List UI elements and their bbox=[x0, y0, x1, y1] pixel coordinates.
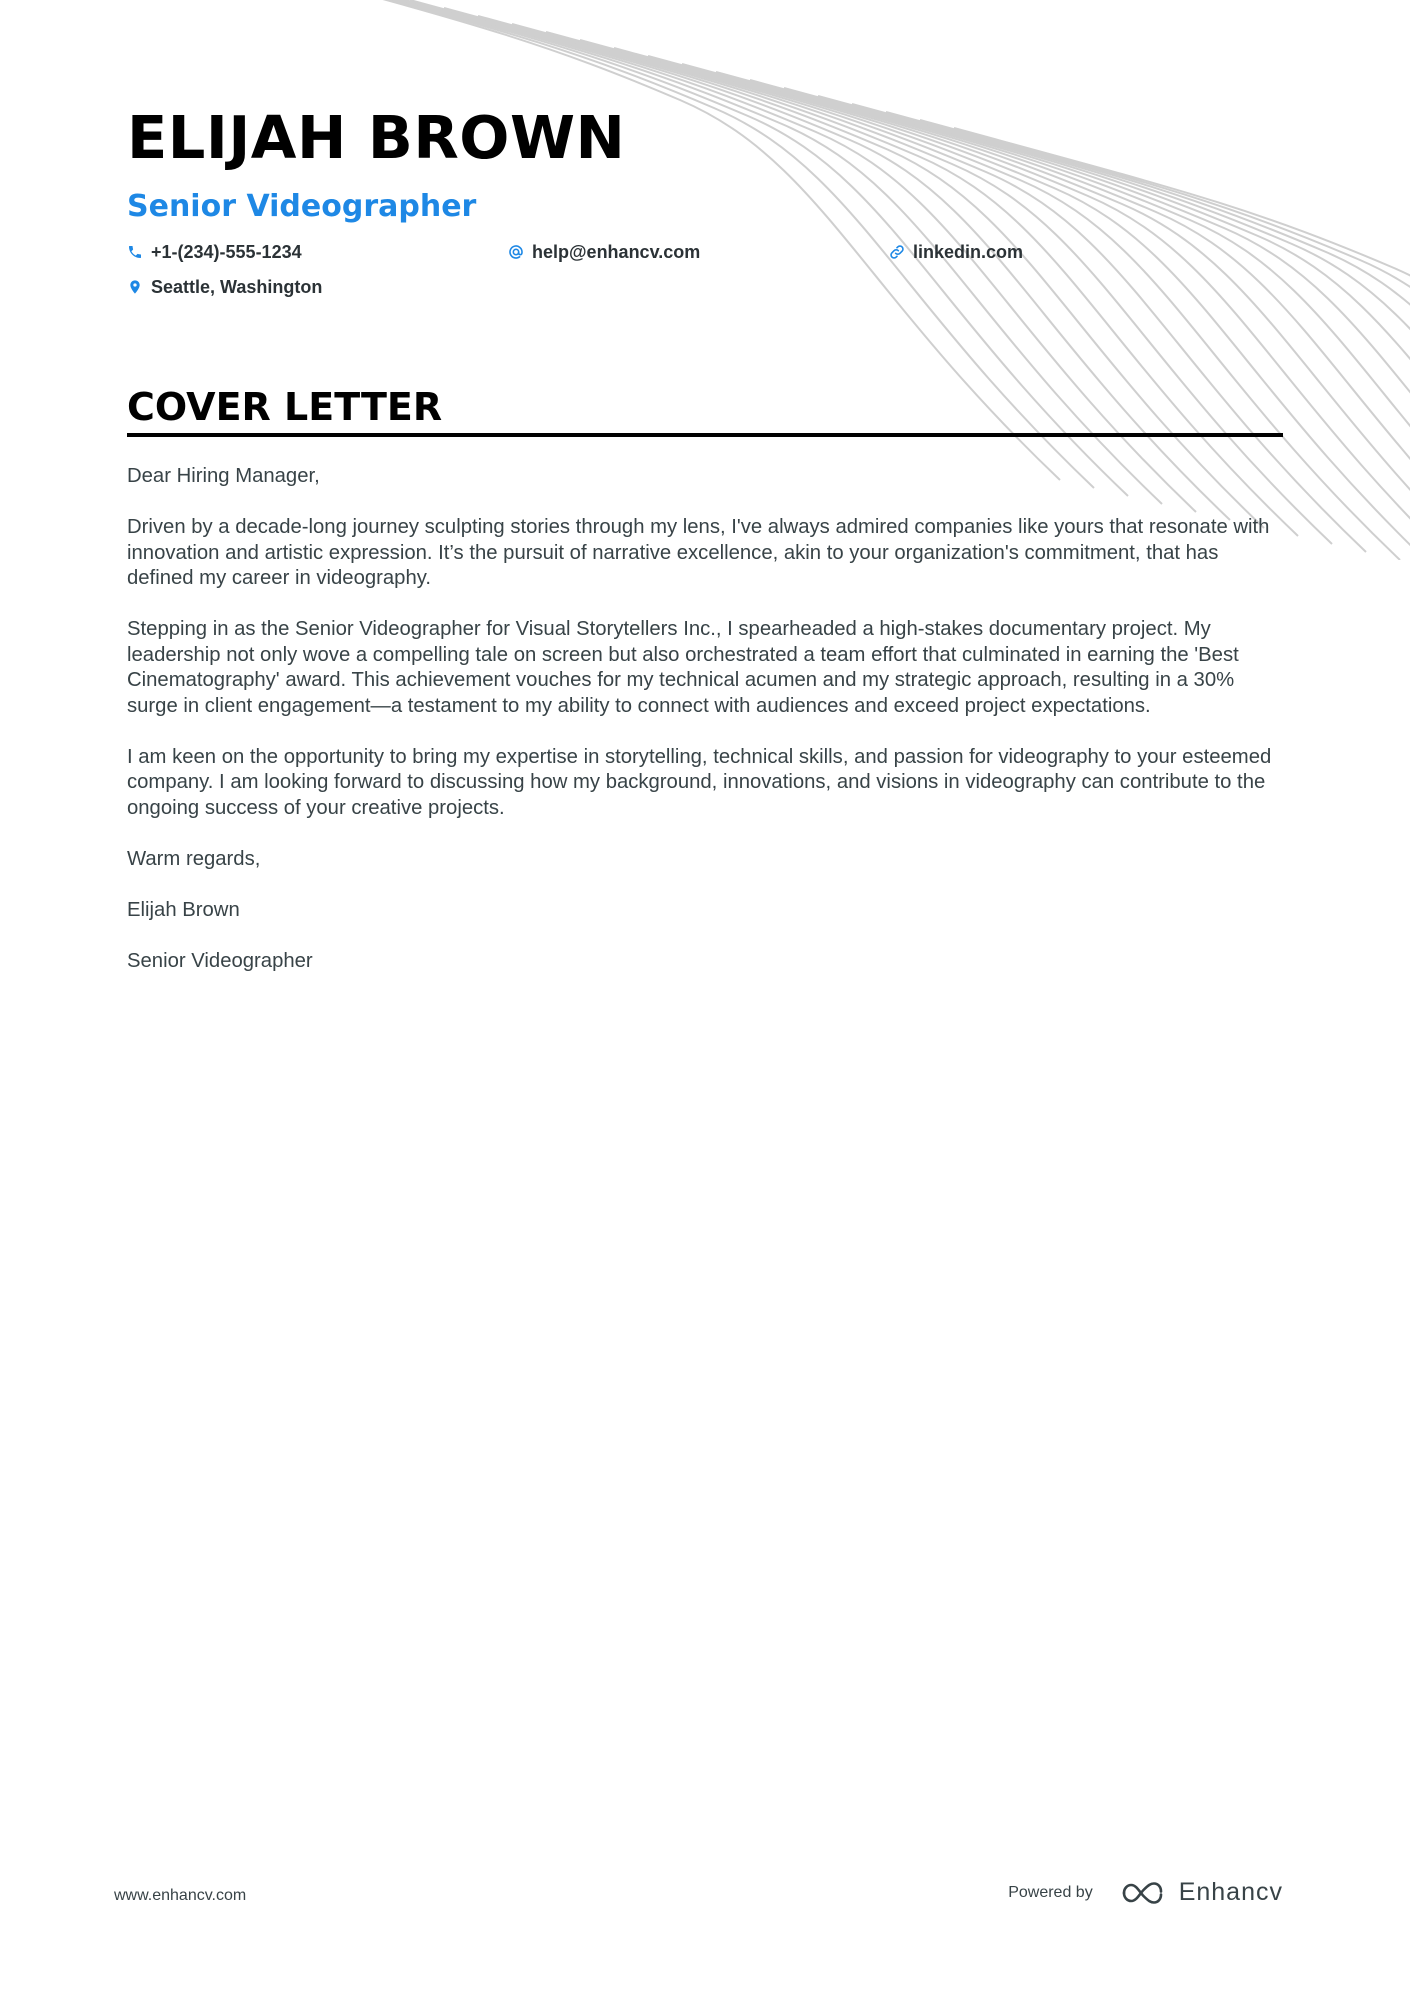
contact-link[interactable] bbox=[889, 243, 1023, 261]
letter-paragraph: Stepping in as the Senior Videographer for Visual Storytellers Inc., I spearheaded a high-stakes documentary project. My leadership not only wove a compelling tale on screen but also orchestrated a team effort that culminated in earning the 'Best Cinematography' award. This achievement vouches for my technical acumen and my strategic approach, resulting in a 30% surge in client engagement—a testament to my ability to connect with audiences and exceed project expectations. bbox=[127, 618, 1239, 717]
brand-name: Enhancv bbox=[1178, 1878, 1283, 1906]
signature-name: Elijah Brown bbox=[127, 898, 240, 921]
phone-icon bbox=[127, 244, 143, 260]
letter-body bbox=[127, 464, 1283, 1000]
phone-text: +1-(234)-555-1234 bbox=[151, 242, 302, 262]
section-title: COVER LETTER bbox=[127, 385, 443, 429]
candidate-title: Senior Videographer bbox=[127, 189, 477, 224]
powered-by-text: Powered by bbox=[1008, 1883, 1093, 1901]
contact-email[interactable] bbox=[508, 243, 700, 261]
link-icon bbox=[889, 244, 905, 260]
signature-title: Senior Videographer bbox=[127, 949, 313, 972]
letter-paragraph: Driven by a decade-long journey sculpting stories through my lens, I've always admired companies like yours that resonate with innovation and artistic expression. It’s the pursuit of narrative excellence, akin to your organization's commitment, that has defined my career in videography. bbox=[127, 516, 1270, 589]
footer-url[interactable]: www.enhancv.com bbox=[114, 1887, 247, 1904]
letter-closing: Warm regards, bbox=[127, 847, 261, 870]
link-text: linkedin.com bbox=[913, 242, 1024, 262]
enhancv-logo-icon bbox=[1121, 1880, 1167, 1906]
candidate-name: ELIJAH BROWN bbox=[127, 103, 626, 172]
location-text: Seattle, Washington bbox=[151, 277, 323, 297]
contact-phone[interactable] bbox=[127, 243, 302, 261]
at-icon bbox=[508, 244, 524, 260]
contact-location bbox=[127, 278, 322, 296]
email-text: help@enhancv.com bbox=[532, 242, 701, 262]
letter-greeting: Dear Hiring Manager, bbox=[127, 465, 320, 487]
letter-paragraph: I am keen on the opportunity to bring my expertise in storytelling, technical skills, and passion for videography to your esteemed company. I am looking forward to discussing how my background, innovations, and visions in videography can contribute to the ongoing success of your creative projects. bbox=[127, 745, 1272, 819]
wave-line bbox=[342, 0, 1162, 504]
footer-brand[interactable] bbox=[1008, 1878, 1283, 1907]
section-divider bbox=[127, 433, 1283, 437]
location-pin-icon bbox=[127, 279, 143, 295]
